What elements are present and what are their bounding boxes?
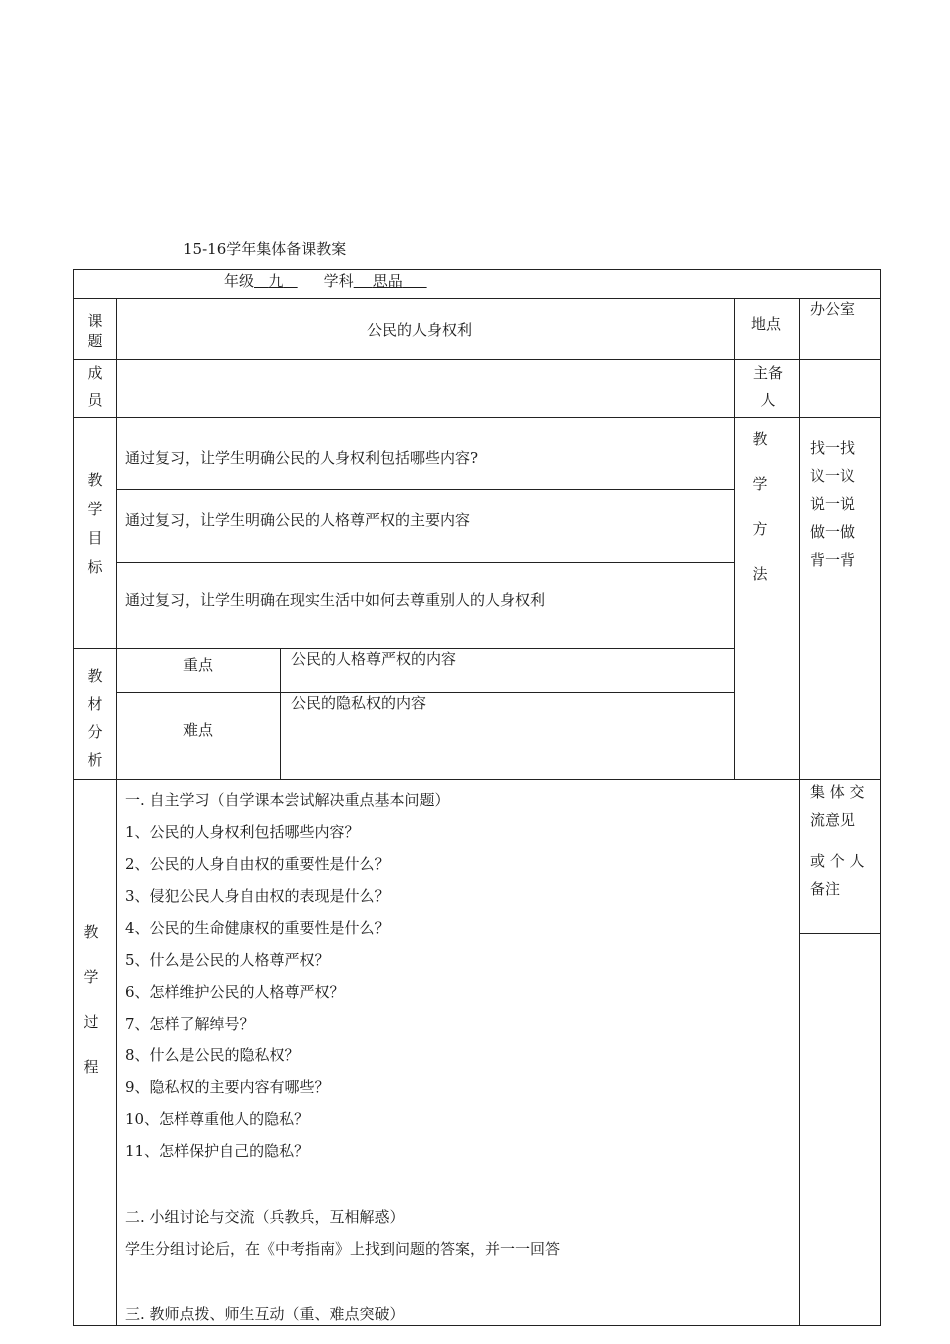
method-item: 找一找	[810, 439, 856, 457]
note-divider	[799, 933, 881, 934]
method-item: 说一说	[810, 495, 856, 513]
grade-value: 九	[268, 272, 284, 290]
col-divider	[799, 298, 800, 1326]
question-item: 6、怎样维护公民的人格尊严权？	[125, 983, 345, 1001]
analysis-col-divider	[280, 648, 281, 780]
question-item: 3、侵犯公民人身自由权的表现是什么？	[125, 887, 390, 905]
grade-subject-line	[224, 271, 427, 291]
question-item: 4、公民的生命健康权的重要性是什么？	[125, 919, 390, 937]
key-point-label: 重点	[183, 656, 214, 674]
question-item: 9、隐私权的主要内容有哪些？	[125, 1078, 330, 1096]
subject-label: 学科	[323, 272, 354, 290]
question-item: 8、什么是公民的隐私权？	[125, 1046, 300, 1064]
method-item: 做一做	[810, 523, 856, 541]
question-item: 5、什么是公民的人格尊严权？	[125, 951, 330, 969]
table-top-border	[73, 269, 881, 270]
subject-value: 思品	[372, 272, 403, 290]
goal-item: 通过复习，让学生明确公民的人格尊严权的主要内容	[125, 511, 471, 529]
method-item: 议一议	[810, 467, 856, 485]
grade-label: 年级	[224, 272, 255, 290]
row-divider	[73, 298, 881, 299]
col-divider	[116, 298, 117, 1326]
col-divider	[734, 298, 735, 780]
place-value: 办公室	[810, 300, 856, 318]
goal-divider	[116, 562, 734, 563]
lead-label: 主备 人	[752, 364, 783, 409]
difficult-point-value: 公民的隐私权的内容	[291, 694, 427, 712]
method-item: 背一背	[810, 551, 856, 569]
members-label: 成 员	[87, 364, 103, 409]
goal-item: 通过复习，让学生明确在现实生活中如何去尊重别人的人身权利	[125, 591, 546, 609]
analysis-label: 教 材 分 析	[87, 667, 103, 769]
question-item: 2、公民的人身自由权的重要性是什么？	[125, 855, 390, 873]
method-list	[810, 434, 855, 574]
question-item: 1、公民的人身权利包括哪些内容？	[125, 823, 360, 841]
table-right-border	[880, 269, 881, 1326]
row-divider	[73, 779, 881, 780]
section-2-title: 二. 小组讨论与交流（兵教兵，互相解惑）	[125, 1208, 405, 1226]
question-item: 10、怎样尊重他人的隐私？	[125, 1110, 310, 1128]
place-label: 地点	[751, 315, 782, 333]
side-note-collective: 集 体 交 流意见	[810, 783, 865, 829]
method-label: 教 学 方 法	[752, 430, 768, 583]
difficult-point-label: 难点	[183, 721, 214, 739]
topic-label: 课 题	[87, 312, 103, 350]
section-1-title: 一. 自主学习（自学课本尝试解决重点基本问题）	[125, 791, 450, 809]
section-3-title: 三. 教师点拨、师生互动（重、难点突破）	[125, 1305, 405, 1323]
process-label: 教 学 过 程	[83, 923, 99, 1076]
question-item: 11、怎样保护自己的隐私？	[125, 1142, 310, 1160]
topic-value: 公民的人身权利	[367, 321, 473, 339]
document-title: 15-16学年集体备课教案	[183, 240, 347, 258]
table-bottom-border	[73, 1325, 881, 1326]
question-item: 7、怎样了解绰号？	[125, 1015, 255, 1033]
table-left-border	[73, 269, 74, 1326]
side-note-personal: 或 个 人 备注	[810, 852, 865, 898]
goal-divider	[116, 489, 734, 490]
goals-label: 教 学 目 标	[87, 471, 103, 576]
key-point-value: 公民的人格尊严权的内容	[291, 650, 457, 668]
section-2-text: 学生分组讨论后，在《中考指南》上找到问题的答案，并一一回答	[125, 1240, 561, 1258]
goal-item: 通过复习，让学生明确公民的人身权利包括哪些内容?	[125, 449, 479, 467]
